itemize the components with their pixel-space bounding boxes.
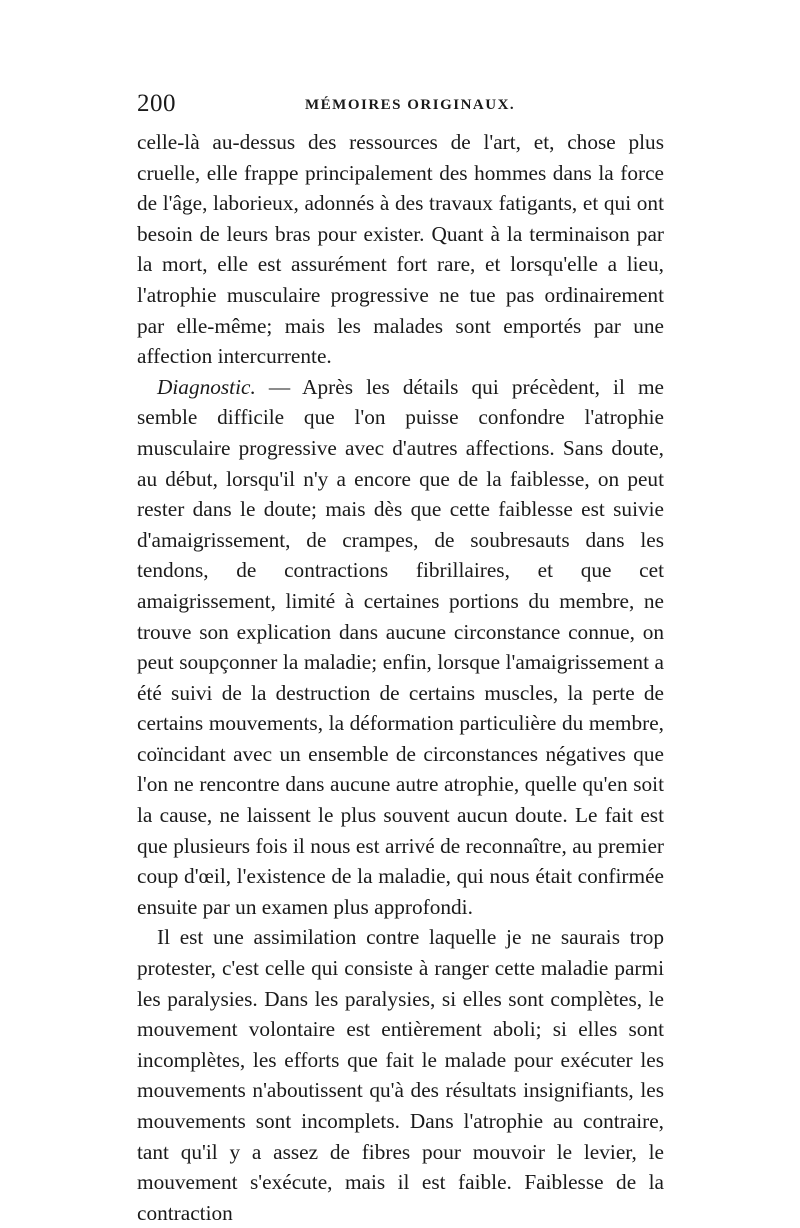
body-text — [137, 127, 664, 1228]
paragraph-assimilation — [137, 922, 664, 1228]
page-number: 200 — [137, 90, 176, 117]
paragraph-diagnostic — [137, 372, 664, 923]
paragraph-continuation — [137, 127, 664, 372]
paragraph-text: — Après les détails qui précèdent, il me semble difficile que l'on puisse confondre l'atrophie musculaire progressive avec d'autres affections. Sans doute, au début, lorsqu'il n'y a encore que de la faiblesse, on peut rester dans le doute; mais dès que cette faiblesse est suivie d'amaigrissement, de crampes, de soubresauts dans les tendons, de contractions fibrillaires, et que cet amaigrissement, limité à certaines portions du membre, ne trouve son explication dans aucune circonstance connue, on peut soupçonner la maladie; enfin, lorsque l'amaigrissement a été suivi de la destruction de certains muscles, la perte de certains mouvements, la déformation particulière du membre, coïncidant avec un ensemble de circonstances négatives que l'on ne rencontre dans aucune autre atrophie, quelle qu'en soit la cause, ne laissent le plus souvent aucun doute. Le fait est que plusieurs fois il nous est arrivé de reconnaître, au premier coup d'œil, l'existence de la maladie, qui nous était confirmée ensuite par un examen plus approfondi. — [137, 374, 664, 919]
paragraph-text: celle-là au-dessus des ressources de l'art, et, chose plus cruelle, elle frappe principalement des hommes dans la force de l'âge, laborieux, adonnés à des travaux fatigants, et qui ont besoin de leurs bras pour exister. Quant à la terminaison par la mort, elle est assurément fort rare, et lorsqu'elle a lieu, l'atrophie musculaire progressive ne tue pas ordinairement par elle-même; mais les malades sont emportés par une affection intercurrente. — [137, 130, 664, 369]
section-heading-diagnostic: Diagnostic. — [157, 374, 256, 399]
page-header — [137, 90, 677, 130]
running-title: MÉMOIRES ORIGINAUX. — [305, 97, 516, 113]
paragraph-text: Il est une assimilation contre laquelle je ne saurais trop protester, c'est celle qui consiste à ranger cette maladie parmi les paralysies. Dans les paralysies, si elles sont complètes, le mouvement volontaire est entièrement aboli; si elles sont incomplètes, les efforts que fait le malade pour exécuter les mouvements n'aboutissent qu'à des résultats insignifiants, les mouvements sont incomplets. Dans l'atrophie au contraire, tant qu'il y a assez de fibres pour mouvoir le levier, le mouvement s'exécute, mais il est faible. Faiblesse de la contraction — [137, 925, 664, 1225]
